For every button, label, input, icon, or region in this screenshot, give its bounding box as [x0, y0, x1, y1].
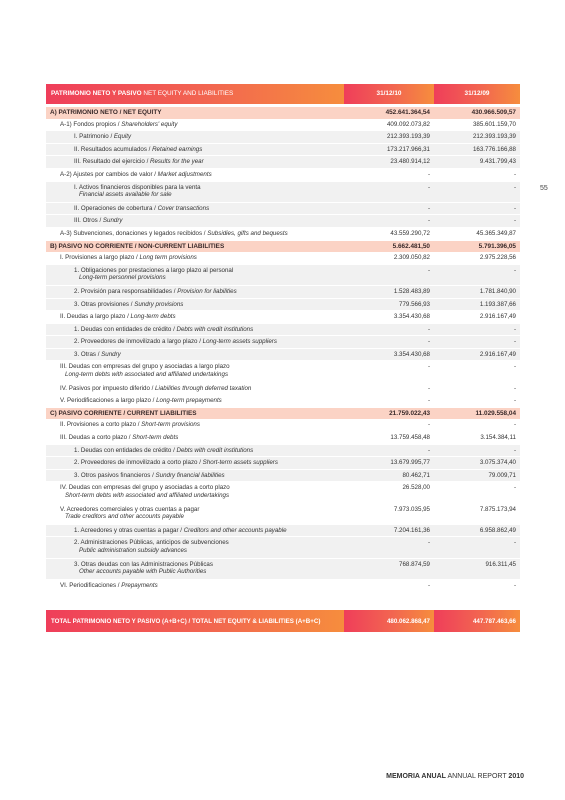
row-label [46, 524, 344, 537]
row-value-2010: 173.217.966,31 [344, 143, 434, 156]
row-value-2010: 7.204.161,36 [344, 524, 434, 537]
row-label [46, 407, 344, 419]
row-value-2010: 3.354.430,68 [344, 348, 434, 361]
row-value-2009: - [434, 419, 520, 431]
table-row [46, 432, 520, 445]
row-label-en: Equity [113, 133, 132, 141]
row-label-en: Financial assets available for sale [79, 191, 172, 199]
row-label-en: Public administration subsidy advances [79, 546, 187, 554]
row-label-es: 3. Otras / [74, 350, 102, 358]
table-row [46, 419, 520, 431]
row-value-2009: 430.966.509,57 [434, 107, 520, 119]
balance-sheet-table [46, 84, 520, 632]
page-number: 55 [540, 185, 548, 192]
table-row [46, 227, 520, 240]
row-value-2009: - [434, 168, 520, 181]
table-row [46, 252, 520, 264]
total-label: TOTAL PATRIMONIO NETO Y PASIVO (A+B+C) / TOTAL NET EQUITY & LIABILITIES (A+B+C) [46, 610, 344, 632]
table-row [46, 311, 520, 324]
row-label-en: Results for the year [150, 158, 204, 166]
table-row [46, 181, 520, 202]
row-label-es: III. Deudas con empresas del grupo y asociadas a largo plazo [60, 363, 230, 371]
row-label-en: Short-term provisions [141, 421, 200, 429]
row-value-2009: 1.193.387,66 [434, 298, 520, 311]
row-label-en: Sundry [101, 350, 121, 358]
row-value-2010: 768.874,59 [344, 558, 434, 579]
row-value-2010: 2.309.050,82 [344, 252, 434, 264]
row-label-en: Creditors and other accounts payable [183, 526, 287, 534]
total-value-2009: 447.787.463,66 [434, 610, 520, 632]
table-row [46, 348, 520, 361]
row-label-en: Liabilities through deferred taxation [155, 384, 252, 392]
row-label [46, 181, 344, 202]
row-label-es: IV. Deudas con empresas del grupo y asociadas a corto plazo [60, 484, 230, 492]
row-label-en: Long-term personnel provisions [79, 274, 166, 282]
row-label-es: III. Resultado del ejercicio / [74, 158, 151, 166]
row-label [46, 457, 344, 470]
row-label [46, 432, 344, 445]
row-value-2010: - [344, 382, 434, 395]
row-value-2009: - [434, 336, 520, 349]
row-label-es: VI. Periodificaciones / [60, 581, 122, 589]
row-label-es: A) PATRIMONIO NETO / NET EQUITY [50, 109, 162, 116]
row-label [46, 168, 344, 181]
row-label-es: V. Acreedores comerciales y otras cuentas a pagar [60, 505, 200, 513]
table-row [46, 119, 520, 131]
row-label-es: 1. Obligaciones por prestaciones a largo plazo al personal [74, 266, 234, 274]
row-value-2009: 11.029.558,04 [434, 407, 520, 419]
row-label-es: II. Resultados acumulados / [74, 145, 153, 153]
table-row [46, 482, 520, 503]
row-value-2009: - [434, 215, 520, 228]
row-label [46, 579, 344, 592]
table-row [46, 469, 520, 482]
table-body [46, 107, 520, 592]
section-row [46, 407, 520, 419]
table-row [46, 168, 520, 181]
row-label [46, 298, 344, 311]
row-label-en: Long term provisions [139, 254, 197, 262]
row-label [46, 395, 344, 408]
row-value-2009: 385.601.159,70 [434, 119, 520, 131]
row-label-en: Provision for liabilities [177, 287, 237, 295]
table-row [46, 457, 520, 470]
row-label-en: Long-term debts [130, 313, 176, 321]
total-spacer [46, 592, 520, 611]
row-label-en: Prepayments [121, 581, 158, 589]
row-label-es: III. Otros / [74, 217, 103, 225]
row-value-2010: 779.566,93 [344, 298, 434, 311]
row-label-es: V. Periodificaciones a largo plazo / [60, 397, 157, 405]
row-label [46, 215, 344, 228]
row-label [46, 119, 344, 131]
row-label [46, 537, 344, 558]
row-label [46, 156, 344, 169]
row-value-2010: - [344, 361, 434, 382]
row-value-2010: 409.092.073,82 [344, 119, 434, 131]
row-value-2010: 1.528.483,89 [344, 285, 434, 298]
row-label [46, 285, 344, 298]
footer-subtitle: ANNUAL REPORT [447, 773, 507, 780]
row-label-es: 2. Proveedores de inmovilizado a corto plazo / [74, 459, 203, 467]
table-row [46, 395, 520, 408]
row-label-en: Debts with credit institutions [176, 446, 254, 454]
row-label [46, 311, 344, 324]
row-value-2009: - [434, 482, 520, 503]
row-value-2010: - [344, 264, 434, 285]
table-row [46, 579, 520, 592]
row-value-2009: - [434, 382, 520, 395]
row-label [46, 503, 344, 524]
row-label-en: Long-term debts with associated and affiliated undertakings [65, 371, 229, 379]
row-label [46, 227, 344, 240]
row-value-2009: 916.311,45 [434, 558, 520, 579]
header-col-2009: 31/12/09 [434, 84, 520, 104]
row-label-es: 3. Otras deudas con las Administraciones Públicas [74, 560, 213, 568]
row-label [46, 252, 344, 264]
row-value-2010: - [344, 579, 434, 592]
row-value-2009: 2.916.167,49 [434, 348, 520, 361]
row-value-2010: - [344, 395, 434, 408]
row-label-es: 1. Deudas con entidades de crédito / [74, 446, 177, 454]
row-label-en: Other accounts payable with Public Authorities [79, 568, 207, 576]
row-value-2009: - [434, 361, 520, 382]
table-row [46, 131, 520, 144]
row-label-en: Sundry [102, 217, 123, 225]
row-label-es: 2. Administraciones Públicas, anticipos de subvenciones [74, 539, 229, 547]
row-value-2010: 452.641.364,54 [344, 107, 434, 119]
table-row [46, 215, 520, 228]
row-label [46, 469, 344, 482]
table-row [46, 524, 520, 537]
row-label-es: A-3) Subvenciones, donaciones y legados recibidos / [60, 229, 208, 237]
row-value-2009: 9.431.799,43 [434, 156, 520, 169]
row-value-2010: 13.759.458,48 [344, 432, 434, 445]
row-label-es: I. Provisiones a largo plazo / [60, 254, 140, 262]
row-label-es: A-2) Ajustes por cambios de valor / [60, 170, 158, 178]
header-label [46, 84, 344, 104]
row-value-2009: 6.958.862,49 [434, 524, 520, 537]
row-value-2010: - [344, 215, 434, 228]
row-label-es: II. Deudas a largo plazo / [60, 313, 131, 321]
row-value-2010: - [344, 202, 434, 215]
row-value-2010: 13.679.995,77 [344, 457, 434, 470]
row-label-en: Trade creditors and other accounts payable [65, 513, 184, 521]
row-value-2010: 23.480.914,12 [344, 156, 434, 169]
row-label [46, 264, 344, 285]
row-label-en: Long-term assets suppliers [202, 338, 277, 346]
table-row [46, 382, 520, 395]
row-label-es: C) PASIVO CORRIENTE / CURRENT LIABILITIES [50, 409, 197, 417]
section-row [46, 107, 520, 119]
row-value-2009: 163.776.166,88 [434, 143, 520, 156]
footer-year: 2010 [508, 773, 524, 780]
row-value-2009: 212.393.193,39 [434, 131, 520, 144]
row-label [46, 444, 344, 457]
footer-title: MEMORIA ANUAL [386, 773, 446, 780]
row-value-2009: - [434, 202, 520, 215]
table-row [46, 558, 520, 579]
row-label-en: Cover transactions [157, 204, 210, 212]
row-value-2009: - [434, 264, 520, 285]
row-value-2009: 1.781.840,90 [434, 285, 520, 298]
total-value-2010: 480.062.868,47 [344, 610, 434, 632]
row-label-en: Short-term debts with associated and affiliated undertakings [65, 492, 230, 499]
row-label-es: II. Operaciones de cobertura / [74, 204, 158, 212]
row-label [46, 382, 344, 395]
row-value-2009: - [434, 395, 520, 408]
row-value-2010: - [344, 323, 434, 336]
row-label [46, 419, 344, 431]
row-value-2010: 43.559.290,72 [344, 227, 434, 240]
table-row [46, 202, 520, 215]
row-value-2009: - [434, 181, 520, 202]
row-label [46, 202, 344, 215]
row-value-2010: - [344, 181, 434, 202]
row-value-2009: 2.975.228,56 [434, 252, 520, 264]
table-row [46, 503, 520, 524]
row-label-es: II. Provisiones a corto plazo / [60, 421, 142, 429]
table-row [46, 361, 520, 382]
row-label-es: I. Activos financieros disponibles para la venta [74, 183, 201, 191]
row-label-en: Short-term debts [132, 434, 179, 442]
row-label-es: 3. Otros pasivos financieros / [74, 471, 156, 479]
total-row [46, 610, 520, 632]
row-label-es: III. Deudas a corto plazo / [60, 434, 133, 442]
row-label-es: A-1) Fondos propios / [60, 120, 122, 128]
row-label-es: 2. Proveedores de inmovilizado a largo plazo / [74, 338, 203, 346]
row-label-en: Shareholders' equity [121, 120, 178, 128]
table-row [46, 336, 520, 349]
row-value-2009: 5.791.396,05 [434, 240, 520, 252]
row-label [46, 348, 344, 361]
row-value-2009: 79.009,71 [434, 469, 520, 482]
row-value-2009: - [434, 579, 520, 592]
row-label-en: Short-term assets suppliers [202, 459, 278, 467]
row-label-en: Subsidies, gifts and bequests [207, 229, 288, 237]
row-value-2009: 7.875.173,94 [434, 503, 520, 524]
row-value-2009: 45.365.349,87 [434, 227, 520, 240]
table-row [46, 143, 520, 156]
table-row [46, 285, 520, 298]
row-label [46, 558, 344, 579]
table-row [46, 537, 520, 558]
row-label [46, 361, 344, 382]
row-label-es: B) PASIVO NO CORRIENTE / NON-CURRENT LIABILITIES [50, 242, 225, 250]
header-label-es: PATRIMONIO NETO Y PASIVO [51, 90, 142, 98]
row-value-2009: 3.075.374,40 [434, 457, 520, 470]
row-label-es: 2. Provisión para responsabilidades / [74, 287, 178, 295]
row-value-2010: 80.462,71 [344, 469, 434, 482]
row-value-2010: 7.973.035,95 [344, 503, 434, 524]
row-value-2009: 2.916.167,49 [434, 311, 520, 324]
row-label-es: 1. Acreedores y otras cuentas a pagar / [74, 526, 184, 534]
row-value-2010: 212.393.193,39 [344, 131, 434, 144]
row-label [46, 107, 344, 119]
row-label [46, 240, 344, 252]
row-value-2010: 26.528,00 [344, 482, 434, 503]
row-label [46, 482, 344, 503]
row-label-es: IV. Pasivos por impuesto diferido / [60, 384, 156, 392]
row-label [46, 323, 344, 336]
row-value-2010: - [344, 537, 434, 558]
row-value-2009: - [434, 444, 520, 457]
footer [386, 773, 524, 780]
table-row [46, 444, 520, 457]
row-value-2010: - [344, 419, 434, 431]
row-label-en: Retained earnings [152, 145, 203, 153]
row-value-2009: - [434, 323, 520, 336]
table-header-row [46, 84, 520, 104]
row-value-2009: - [434, 537, 520, 558]
row-value-2010: - [344, 336, 434, 349]
row-label-en: Sundry provisions [134, 300, 184, 308]
row-label-es: 1. Deudas con entidades de crédito / [74, 325, 177, 333]
row-value-2009: 3.154.384,11 [434, 432, 520, 445]
row-label-es: 3. Otras provisiones / [74, 300, 135, 308]
row-value-2010: 3.354.430,68 [344, 311, 434, 324]
row-label-es: I. Patrimonio / [74, 133, 114, 141]
table-row [46, 156, 520, 169]
row-label [46, 336, 344, 349]
row-label-en: Long-term prepayments [156, 397, 222, 405]
table-row [46, 264, 520, 285]
row-label-en: Market adjustments [157, 170, 212, 178]
row-value-2010: 5.662.481,50 [344, 240, 434, 252]
row-value-2010: - [344, 168, 434, 181]
row-label-en: Debts with credit institutions [176, 325, 254, 333]
table-row [46, 298, 520, 311]
table-row [46, 323, 520, 336]
section-row [46, 240, 520, 252]
header-label-en: NET EQUITY AND LIABILITIES [143, 90, 234, 98]
row-value-2010: - [344, 444, 434, 457]
header-col-2010: 31/12/10 [344, 84, 434, 104]
row-label [46, 131, 344, 144]
row-label [46, 143, 344, 156]
row-value-2010: 21.759.022,43 [344, 407, 434, 419]
row-label-en: Sundry financial liabilities [155, 471, 225, 479]
